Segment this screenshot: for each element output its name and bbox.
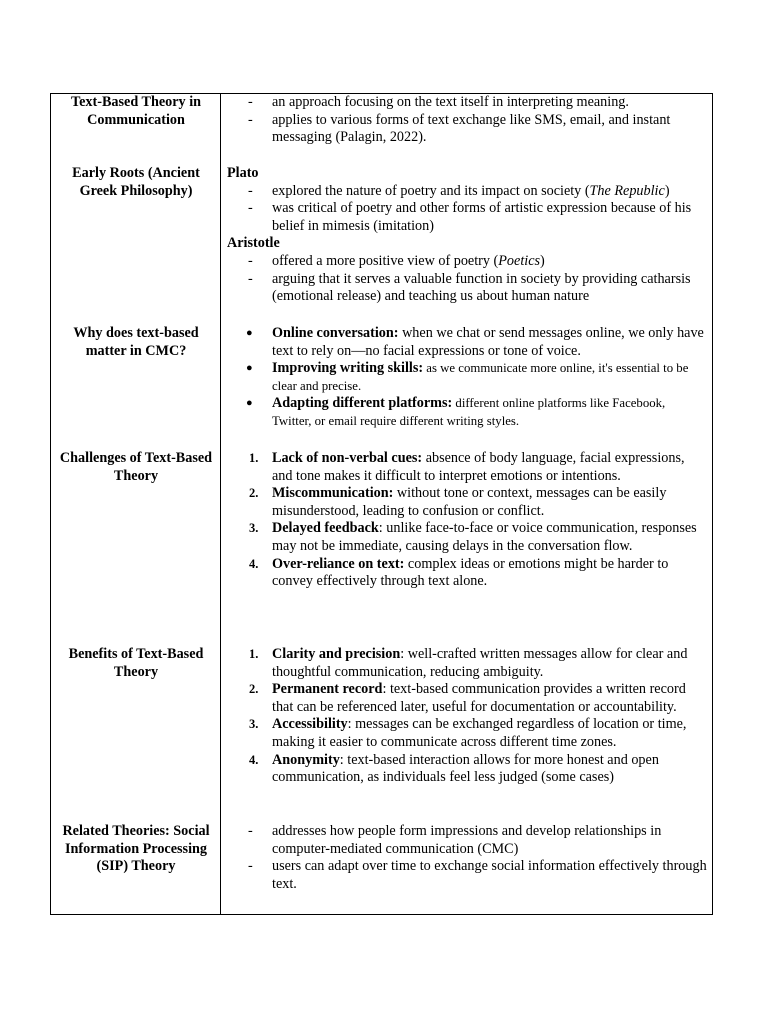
row-heading: Early Roots (Ancient Greek Philosophy) [72,165,200,199]
row-content [227,165,707,306]
subheading-plato: Plato [227,165,259,181]
row-heading: Why does text-based matter in CMC? [73,325,199,359]
list-item: - arguing that it serves a valuable function in society by providing catharsis (emotional release) and teaching us about human nature [248,270,691,305]
list-item: ● Online conversation: when we chat or send messages online, we only have text to rely on—no facial expressions or tone of voice. [246,325,704,359]
subheading-aristotle: Aristotle [227,235,280,252]
list-item: 3. Delayed feedback: unlike face-to-face or voice communication, responses may not be immediate, causing delays in the conversation flow. [249,520,697,554]
list-item: 3. Accessibility: messages can be exchanged regardless of location or time, making it easier to communicate across different time zones. [249,716,687,750]
list-item: 2. Miscommunication: without tone or context, messages can be easily misunderstood, leading to confusion or conflict. [249,485,667,519]
row-content [227,94,707,147]
list-item: - was critical of poetry and other forms of artistic expression because of his belief in mimesis (imitation) [248,200,692,234]
row-content [227,450,707,591]
row-content [227,325,707,431]
list-item: - offered a more positive view of poetry (Poetics) [248,252,545,269]
row-heading: Text-Based Theory in Communication [70,94,202,128]
list-item: - an approach focusing on the text itself in interpreting meaning. [248,94,629,110]
column-divider [220,94,221,914]
theory-table [50,93,713,915]
list-item: 2. Permanent record: text-based communication provides a written record that can be referenced later, useful for documentation or accountability. [249,681,686,715]
row-content [227,823,707,893]
list-item: 4. Over-reliance on text: complex ideas or emotions might be harder to convey effectively through text alone. [249,555,669,590]
list-item: ● Improving writing skills: as we communicate more online, it's essential to be clear and precise. [246,360,689,393]
list-item: 1. Lack of non-verbal cues: absence of body language, facial expressions, and tone makes it difficult to interpret emotions or intentions. [249,450,685,484]
list-item: - addresses how people form impressions and develop relationships in computer-mediated communication (CMC) [248,823,662,857]
list-item: - explored the nature of poetry and its impact on society (The Republic) [248,182,670,199]
list-item: - users can adapt over time to exchange social information effectively through text. [248,858,707,892]
row-heading: Related Theories: Social Information Processing (SIP) Theory [62,823,210,875]
row-heading: Benefits of Text-Based Theory [68,646,204,680]
list-item: - applies to various forms of text exchange like SMS, email, and instant messaging (Palagin, 2022). [248,111,671,146]
list-item: 1. Clarity and precision: well-crafted written messages allow for clear and thoughtful communication, reducing ambiguity. [249,646,688,680]
row-heading: Challenges of Text-Based Theory [59,450,213,484]
list-item: 4. Anonymity: text-based interaction allows for more honest and open communication, as individuals feel less judged (some cases) [249,751,659,786]
row-content [227,646,707,787]
list-item: ● Adapting different platforms: different online platforms like Facebook, Twitter, or email require different writing styles. [246,395,666,428]
